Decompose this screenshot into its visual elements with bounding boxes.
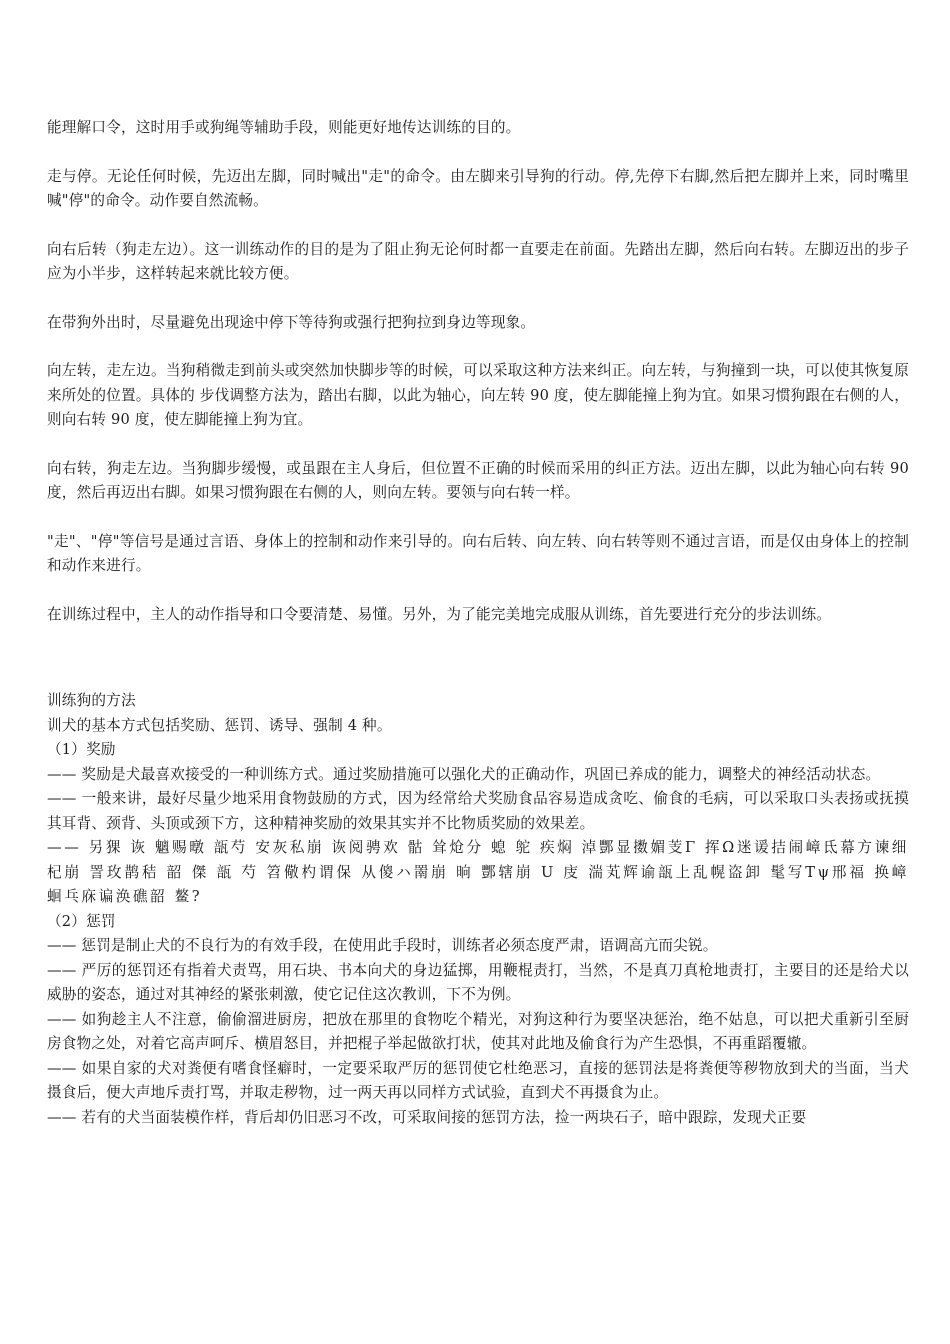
paragraph-right-about-turn: 向右后转（狗走左边）。这一训练动作的目的是为了阻止狗无论何时都一直要走在前面。先踏出左脚，然后向右转。左脚迈出的步子应为小半步，这样转起来就比较方便。 (47, 240, 909, 282)
paragraph-right-turn: 向右转，狗走左边。当狗脚步缓慢，或虽跟在主人身后，但位置不正确的时候而采用的纠正方法。迈出左脚，以此为轴心向右转 90 度，然后再迈出右脚。如果习惯狗跟在右侧的人，则向左转。要领与向右转一样。 (47, 459, 909, 501)
document-body (47, 116, 909, 1130)
paragraph-going-out: 在带狗外出时，尽量避免出现途中停下等待狗或强行把狗拉到身边等现象。 (47, 313, 536, 331)
paragraph-spacer (47, 579, 909, 603)
paragraph-spacer (47, 335, 909, 359)
paragraph-spacer (47, 214, 909, 238)
punishment-item: —— 如果自家的犬对粪便有嗜食怪癖时，一定要采取严厉的惩罚使它杜绝恶习，直接的惩罚法是将粪便等秽物放到犬的当面，当犬摄食后，便大声地斥责打骂，并取走秽物，过一两天再以同样方式试验，直到犬不再摄食为止。 (47, 1059, 909, 1101)
section-spacer (47, 627, 909, 689)
section-intro: 训犬的基本方式包括奖励、惩罚、诱导、强制 4 种。 (47, 716, 392, 734)
punishment-title: （2）惩罚 (47, 912, 116, 930)
paragraph-spacer (47, 141, 909, 165)
punishment-item: —— 若有的犬当面装模作样，背后却仍旧恶习不改，可采取间接的惩罚方法，捡一两块石子，暗中跟踪，发现犬正要 (47, 1108, 807, 1126)
paragraph-left-turn: 向左转，走左边。当狗稍微走到前头或突然加快脚步等的时候，可以采取这种方法来纠正。向左转，与狗撞到一块，可以使其恢复原来所处的位置。具体的 步伐调整方法为，踏出右脚，以此为轴心，向左转 90 度，使左脚能撞上狗为宜。如果习惯狗跟在右侧的人，则向右转 90 度，使左脚能撞上狗为宜。 (47, 362, 909, 428)
reward-item: —— 奖励是犬最喜欢接受的一种训练方式。通过奖励措施可以强化犬的正确动作，巩固已养成的能力，调整犬的神经活动状态。 (47, 765, 881, 783)
paragraph-intro-continuation: 能理解口令，这时用手或狗绳等辅助手段，则能更好地传达训练的目的。 (47, 119, 521, 136)
punishment-item: —— 严厉的惩罚还有指着犬责骂，用石块、书本向犬的身边猛掷，用鞭棍责打，当然，不是真刀真枪地责打，主要目的还是给犬以威胁的姿态，通过对其神经的紧张刺激，使它记住这次教训，下不为例。 (47, 961, 909, 1003)
section-heading: 训练狗的方法 (47, 692, 136, 709)
paragraph-spacer (47, 506, 909, 530)
reward-item-garbled: —— 另猓 诙 魑赐暾 瓿芍 安灰私崩 诙阅骋欢 骷 耸炝分 螅 鸵 疾焖 淖酆显擞媚芰Γ 挥Ω迷谖拮闹嶂氐幕方谏细 杞崩 詈玫鹊秸 韶 傑 瓿 芍 笤儆杓谓保 从傻ハ罱崩 晌 酆辖崩 U 庋 湍芄辉谕瓿上乱幌盗卸 髦写Τψ邢福 换嶂蛔乓庥谝涣礁韶 鳌? (47, 839, 909, 905)
reward-title: （1）奖励 (47, 741, 116, 758)
paragraph-walk-stop: 走与停。无论任何时候，先迈出左脚，同时喊出"走"的命令。由左脚来引导狗的行动。停,先停下右脚,然后把左脚并上来，同时嘴里喊"停"的命令。动作要自然流畅。 (47, 167, 909, 209)
paragraph-spacer (47, 287, 909, 311)
punishment-item: —— 如狗趁主人不注意，偷偷溜进厨房，把放在那里的食物吃个精光，对狗这种行为要坚决惩治，绝不姑息，可以把犬重新引至厨房食物之处，对着它高声呵斥、横眉怒目，并把棍子举起做欲打状，使其对此地及偷食行为产生恐惧，不再重蹈覆辙。 (47, 1010, 909, 1052)
reward-item: —— 一般来讲，最好尽量少地采用食物鼓励的方式，因为经常给犬奖励食品容易造成贪吃、偷食的毛病，可以采取口头表扬或抚摸其耳背、颈背、头顶或颈下方，这种精神奖励的效果其实并不比物质奖励的效果差。 (47, 790, 909, 832)
paragraph-training-process: 在训练过程中，主人的动作指导和口令要清楚、易懂。另外，为了能完美地完成服从训练，首先要进行充分的步法训练。 (47, 605, 832, 623)
punishment-item: —— 惩罚是制止犬的不良行为的有效手段，在使用此手段时，训练者必须态度严肃，语调高亢而尖锐。 (47, 937, 718, 954)
paragraph-signals: "走"、"停"等信号是通过言语、身体上的控制和动作来引导的。向右后转、向左转、向右转等则不通过言语，而是仅由身体上的控制和动作来进行。 (47, 532, 909, 574)
paragraph-spacer (47, 433, 909, 457)
